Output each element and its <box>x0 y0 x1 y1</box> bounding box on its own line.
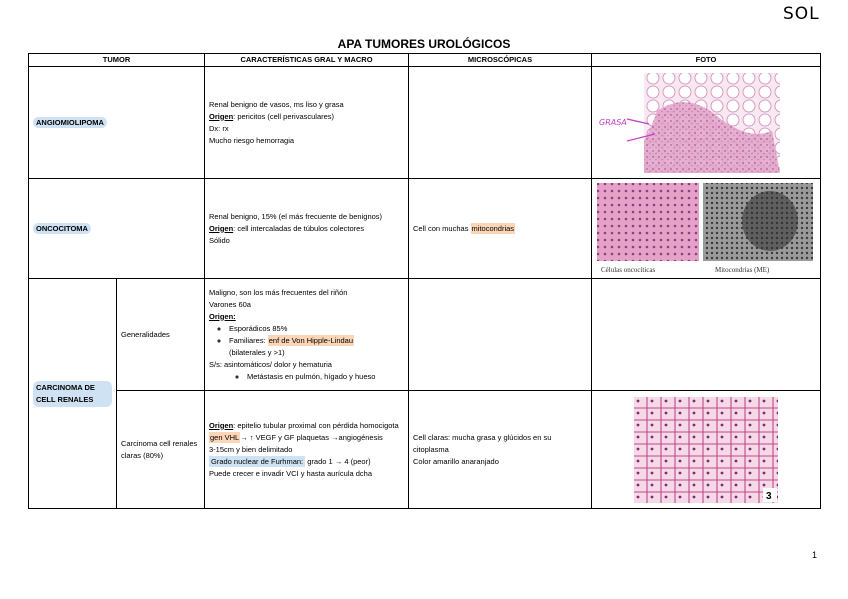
caption-right: Mitocondrias (ME) <box>715 265 770 274</box>
tumor-name-cell <box>29 279 117 509</box>
annotation-grasa: GRASA <box>599 117 627 127</box>
subtype-cell: Carcinoma cell renales claras (80%) <box>117 391 205 509</box>
text-line: S/s: asintomáticos/ dolor y hematuria <box>209 359 332 369</box>
page-number: 1 <box>812 550 818 560</box>
text-line: 3-15cm y bien delimitado <box>209 444 293 454</box>
header-foto: FOTO <box>592 54 821 67</box>
microscopicas-cell <box>409 279 592 391</box>
table-row <box>29 179 821 279</box>
tumor-name: ANGIOMIOLIPOMA <box>33 117 107 128</box>
table-row <box>29 67 821 179</box>
microscopicas-cell <box>409 391 592 509</box>
table-header-row <box>29 54 821 67</box>
signature: SOL <box>783 4 820 24</box>
caption-left: Células oncocíticas <box>601 265 656 274</box>
tumor-name-cell <box>29 67 205 179</box>
tumor-name: ONCOCITOMA <box>33 223 91 234</box>
page-title: APA TUMORES UROLÓGICOS <box>337 37 511 51</box>
header-tumor: TUMOR <box>29 54 205 67</box>
angiomiolipoma-photo <box>597 71 815 175</box>
foto-cell <box>592 391 821 509</box>
text-line: Dx: rx <box>209 123 229 133</box>
table-row <box>29 391 821 509</box>
text-line: Renal benigno de vasos, ms liso y grasa <box>209 99 344 109</box>
text-line: Cell claras: mucha grasa y glúcidos en su citoplasma <box>413 432 552 454</box>
origen-list <box>209 323 404 359</box>
foto-cell <box>592 179 821 279</box>
foto-cell <box>592 67 821 179</box>
text-line: Color amarillo anaranjado <box>413 456 499 466</box>
text-line: Maligno, son los más frecuentes del riñón <box>209 287 348 297</box>
oncocitoma-photo <box>595 181 817 277</box>
header-caracteristicas: CARACTERÍSTICAS GRAL Y MACRO <box>205 54 409 67</box>
text-line: Renal benigno, 15% (el más frecuente de benignos) <box>209 211 383 221</box>
tumor-name: CARCINOMA DE CELL RENALES <box>33 381 112 407</box>
list-item: ◦ Esporádicos 85% <box>229 323 404 335</box>
text-line: Sólido <box>209 235 230 245</box>
text-line: Varones 60a <box>209 299 251 309</box>
microscopicas-cell: Cell con muchas mitocondrias <box>409 179 592 279</box>
caracteristicas-cell <box>205 179 409 279</box>
carcinoma-claras-photo <box>633 396 779 504</box>
text-line: Mucho riesgo hemorragia <box>209 135 295 145</box>
text-line: Origen: cell intercaladas de túbulos colectores <box>209 223 365 233</box>
foto-cell <box>592 279 821 391</box>
tumors-table <box>28 53 821 509</box>
text-line: Origen: epitelio tubular proximal con pérdida homocigota gen VHL→ ↑ VEGF y GF plaquetas →angiogénesis <box>209 420 399 442</box>
caracteristicas-cell <box>205 279 409 391</box>
list-item: ◦ Familiares: enf de Von Hipple-Lindau (bilaterales y >1) <box>229 335 404 359</box>
table-row <box>29 279 821 391</box>
highlight: mitocondrias <box>471 223 515 233</box>
text-line: Origen: <box>209 311 236 321</box>
list-item: ◦ Metástasis en pulmón, hígado y hueso <box>247 371 404 383</box>
metastasis-list <box>209 371 404 383</box>
figure-number: 3 <box>766 490 772 502</box>
tumor-name-cell <box>29 179 205 279</box>
header-microscopicas: MICROSCÓPICAS <box>409 54 592 67</box>
text-line: Puede crecer e invadir VCI y hasta aurícula dcha <box>209 468 373 478</box>
text-line: Origen: pericitos (cell perivasculares) <box>209 111 335 121</box>
caracteristicas-cell <box>205 67 409 179</box>
caracteristicas-cell <box>205 391 409 509</box>
text-line: Grado nuclear de Furhman: grado 1 → 4 (peor) <box>211 456 371 466</box>
subtype-cell: Generalidades <box>117 279 205 391</box>
microscopicas-cell <box>409 67 592 179</box>
